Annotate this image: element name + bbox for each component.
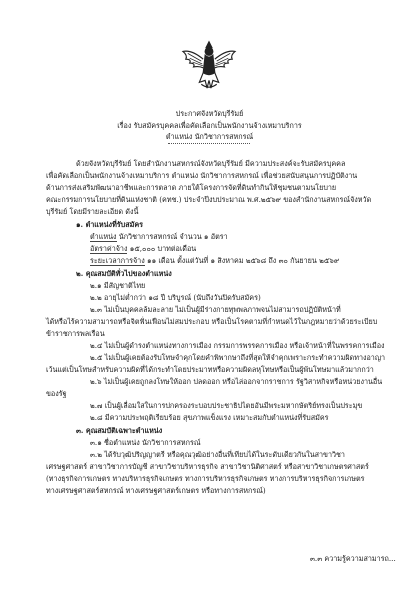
section-2-line: ข้าราชการพลเรือน — [46, 329, 105, 338]
announcement-title: ประกาศจังหวัดบุรีรัมย์ — [175, 109, 244, 118]
section-3-heading: ๓. คุณสมบัติเฉพาะตำแหน่ง — [76, 426, 163, 435]
section-2-line: ๒.๖ ไม่เป็นผู้เคยถูกลงโทษให้ออก ปลดออก หรือไล่ออกจากราชการ รัฐวิสาหกิจหรือหน่วยงานอื่น — [90, 377, 383, 386]
position-label: ตำแหน่ง — [90, 232, 117, 241]
section-2-line: ได้หรือไร้ความสามารถหรือจิตฟั่นเฟือนไม่สมประกอบ หรือเป็นโรคตามที่กำหนดไว้ในกฎหมายว่าด้วยระเบียบ — [46, 317, 378, 326]
section-2-line: ๒.๕ ไม่เป็นผู้เคยต้องรับโทษจำคุกโดยคำพิพากษาถึงที่สุดให้จำคุกเพราะกระทำความผิดทางอาญา — [90, 353, 385, 362]
section-3-line: ๓.๑ ชื่อตำแหน่ง นักวิชาการสหกรณ์ — [90, 438, 201, 447]
title-divider — [168, 143, 250, 144]
intro-line: เพื่อคัดเลือกเป็นพนักงานจ้างเหมาบริการ ตำแหน่ง นักวิชาการสหกรณ์ เพื่อช่วยสนับสนุนการปฏิบัติงาน — [46, 171, 358, 180]
section-2-line: ๒.๔ ไม่เป็นผู้ดำรงตำแหน่งทางการเมือง กรรมการพรรคการเมือง หรือเจ้าหน้าที่ในพรรคการเมือง — [90, 341, 385, 350]
section-3-line: (ทางธุรกิจการเกษตร ทางบริหารธุรกิจเกษตร ทางการบริหารธุรกิจเกษตร ทางการบริหารธุรกิจการเกษตร — [46, 474, 365, 483]
period-label: ระยะเวลาการจ้าง — [90, 256, 145, 265]
announcement-subject: เรื่อง รับสมัครบุคคลเพื่อคัดเลือกเป็นพนักงานจ้างเหมาบริการ — [117, 121, 302, 130]
wage-label: อัตราค่าจ้าง — [90, 244, 128, 253]
position-value: นักวิชาการสหกรณ์ จำนวน ๑ อัตรา — [116, 232, 228, 241]
section-3-line: ทางเศรษฐศาสตร์สหกรณ์ ทางเศรษฐศาสตร์เกษตร หรือทางการสหกรณ์) — [46, 486, 266, 495]
wage-value: ๑๕,๐๐๐ บาทต่อเดือน — [127, 244, 197, 253]
period-line — [90, 257, 339, 265]
intro-line: บุรีรัมย์ โดยมีรายละเอียด ดังนี้ — [46, 207, 139, 216]
section-2-line: ๒.๓ ไม่เป็นบุคคลล้มละลาย ไม่เป็นผู้มีร่างกายทุพพลภาพจนไม่สามารถปฏิบัติหน้าที่ — [90, 305, 341, 314]
section-2-line: ๒.๑ มีสัญชาติไทย — [90, 281, 146, 290]
section-2-line: ๒.๗ เป็นผู้เลื่อมใสในการปกครองระบอบประชาธิปไตยอันมีพระมหากษัตริย์ทรงเป็นประมุข — [90, 401, 363, 410]
intro-line: ด้วยจังหวัดบุรีรัมย์ โดยสำนักงานสหกรณ์จังหวัดบุรีรัมย์ มีความประสงค์จะรับสมัครบุคคล — [76, 159, 346, 168]
announcement-position: ตำแหน่ง นักวิชาการสหกรณ์ — [165, 132, 254, 141]
position-line — [90, 233, 228, 241]
section-3-line: ๓.๒ ได้รับวุฒิปริญญาตรี หรือคุณวุฒิอย่างอื่นที่เทียบได้ในระดับเดียวกันในสาขาวิชา — [90, 450, 345, 459]
intro-line: ด้านการส่งเสริมพัฒนาอาชีพและการตลาด ภายใต้โครงการจัดที่ดินทำกินให้ชุมชนตามนโยบาย — [46, 183, 337, 192]
continuation-note: ๓.๓ ความรู้ความสามารถ... — [310, 554, 396, 563]
section-2-line: เว้นแต่เป็นโทษสำหรับความผิดที่ได้กระทำโดยประมาทหรือความผิดลหุโทษหรือเป็นผู้พ้นโทษมาแล้วมากกว่า — [46, 365, 374, 374]
section-2-heading: ๒. คุณสมบัติทั่วไปของตำแหน่ง — [76, 269, 172, 278]
intro-line: คณะกรรมการนโยบายที่ดินแห่งชาติ (คทช.) ประจำปีงบประมาณ พ.ศ.๒๕๖๙ ของสำนักงานสหกรณ์จังหวัด — [46, 195, 372, 204]
section-1-heading: ๑. ตำแหน่งที่รับสมัคร — [76, 220, 144, 229]
period-value: ๑๑ เดือน ตั้งแต่วันที่ ๑ สิงหาคม ๒๕๖๘ ถึง ๓๐ กันยายน ๒๕๖๙ — [144, 256, 340, 265]
section-2-line: ๒.๒ อายุไม่ต่ำกว่า ๑๘ ปี บริบูรณ์ (นับถึงวันปิดรับสมัคร) — [90, 293, 261, 302]
section-2-line: ๒.๘ มีความประพฤติเรียบร้อย สุขภาพแข็งแรง เหมาะสมกับตำแหน่งที่รับสมัคร — [90, 413, 329, 422]
garuda-emblem-icon — [180, 36, 238, 92]
section-3-line: เศรษฐศาสตร์ สาขาวิชาการบัญชี สาขาวิชาบริหารธุรกิจ สาขาวิชานิติศาสตร์ หรือสาขาวิชาเกษตรศาสตร์ — [46, 462, 369, 471]
wage-line — [90, 245, 196, 253]
section-2-line: ของรัฐ — [46, 389, 67, 398]
